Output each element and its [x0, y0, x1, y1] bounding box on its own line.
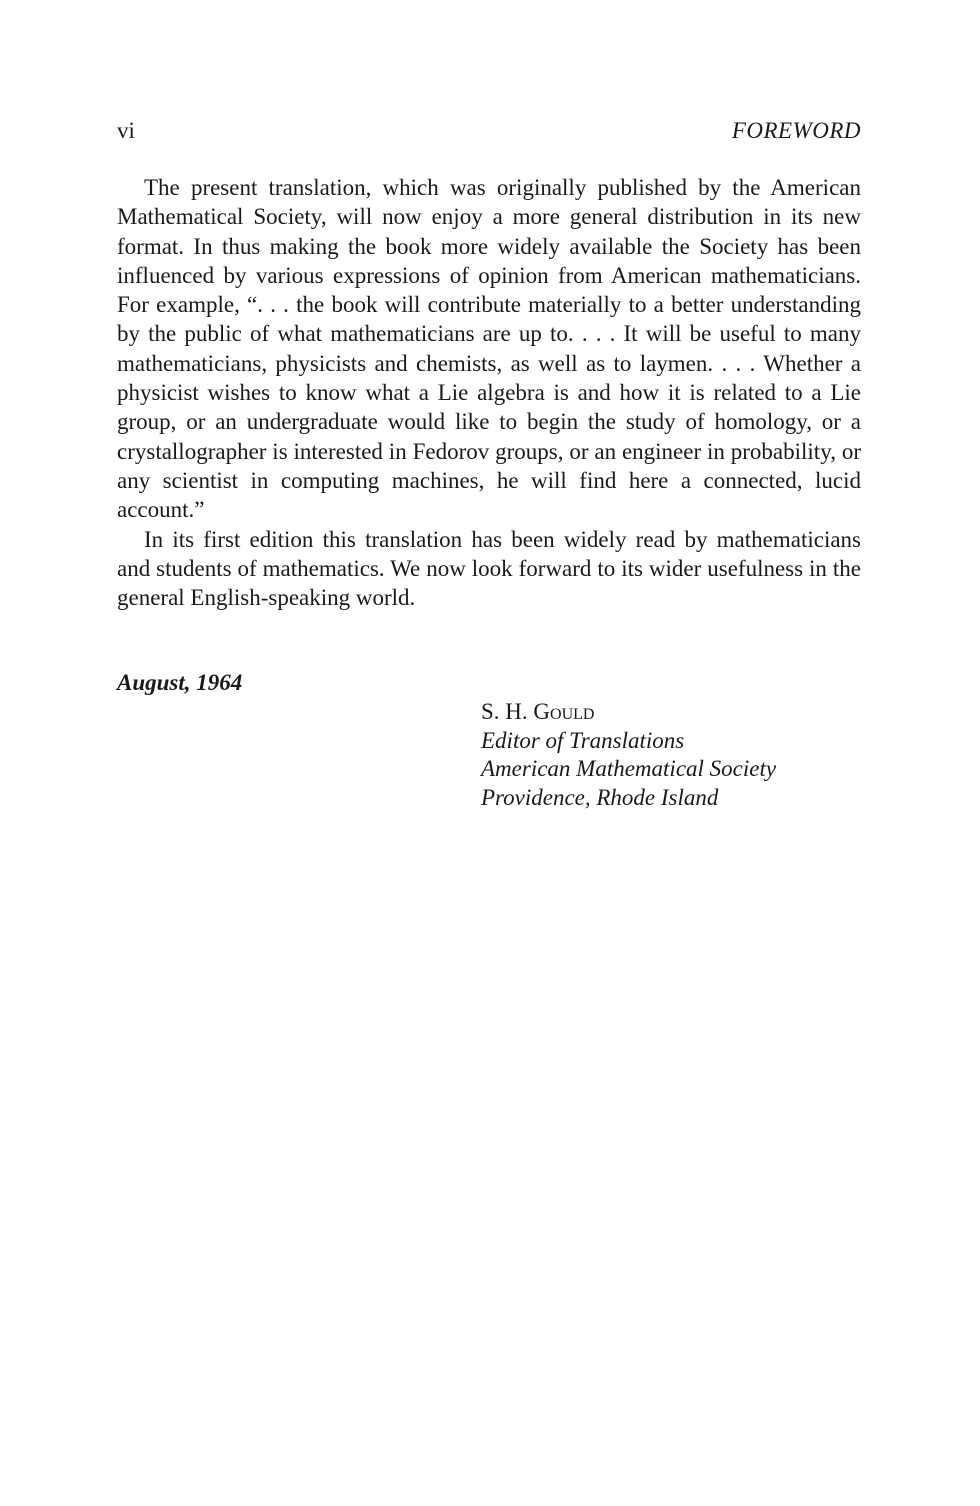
- foreword-body: [117, 173, 861, 612]
- paragraph-1: The present translation, which was originally published by the American Mathematical Society, will now enjoy a more general distribution in its new format. In thus making the book more widely available the Society has been influenced by various expressions of opinion from American mathematicians. For example, “. . . the book will contribute materially to a better understanding by the public of what mathematicians are up to. . . . It will be useful to many mathematicians, physicists and chemists, as well as to laymen. . . . Whether a physicist wishes to know what a Lie algebra is and how it is related to a Lie group, or an undergraduate would like to begin the study of homology, or a crystallographer is interested in Fedorov groups, or an engineer in probability, or any scientist in computing machines, he will find here a connected, lucid account.”: [117, 175, 861, 523]
- running-head: [117, 114, 861, 148]
- page-number: vi: [117, 118, 135, 143]
- dateline: August, 1964: [117, 670, 243, 695]
- signatory-title: Editor of Translations: [481, 727, 685, 753]
- signatory-location: Providence, Rhode Island: [481, 784, 719, 810]
- signatory-name: S. H. Gould: [481, 699, 595, 724]
- signatory-organization: American Mathematical Society: [481, 756, 777, 781]
- section-title: FOREWORD: [731, 118, 861, 143]
- paragraph-2: In its first edition this translation has been widely read by mathematicians and students of mathematics. We now look forward to its wider usefulness in the general English-speaking world.: [117, 526, 861, 611]
- signature-block: [481, 698, 776, 812]
